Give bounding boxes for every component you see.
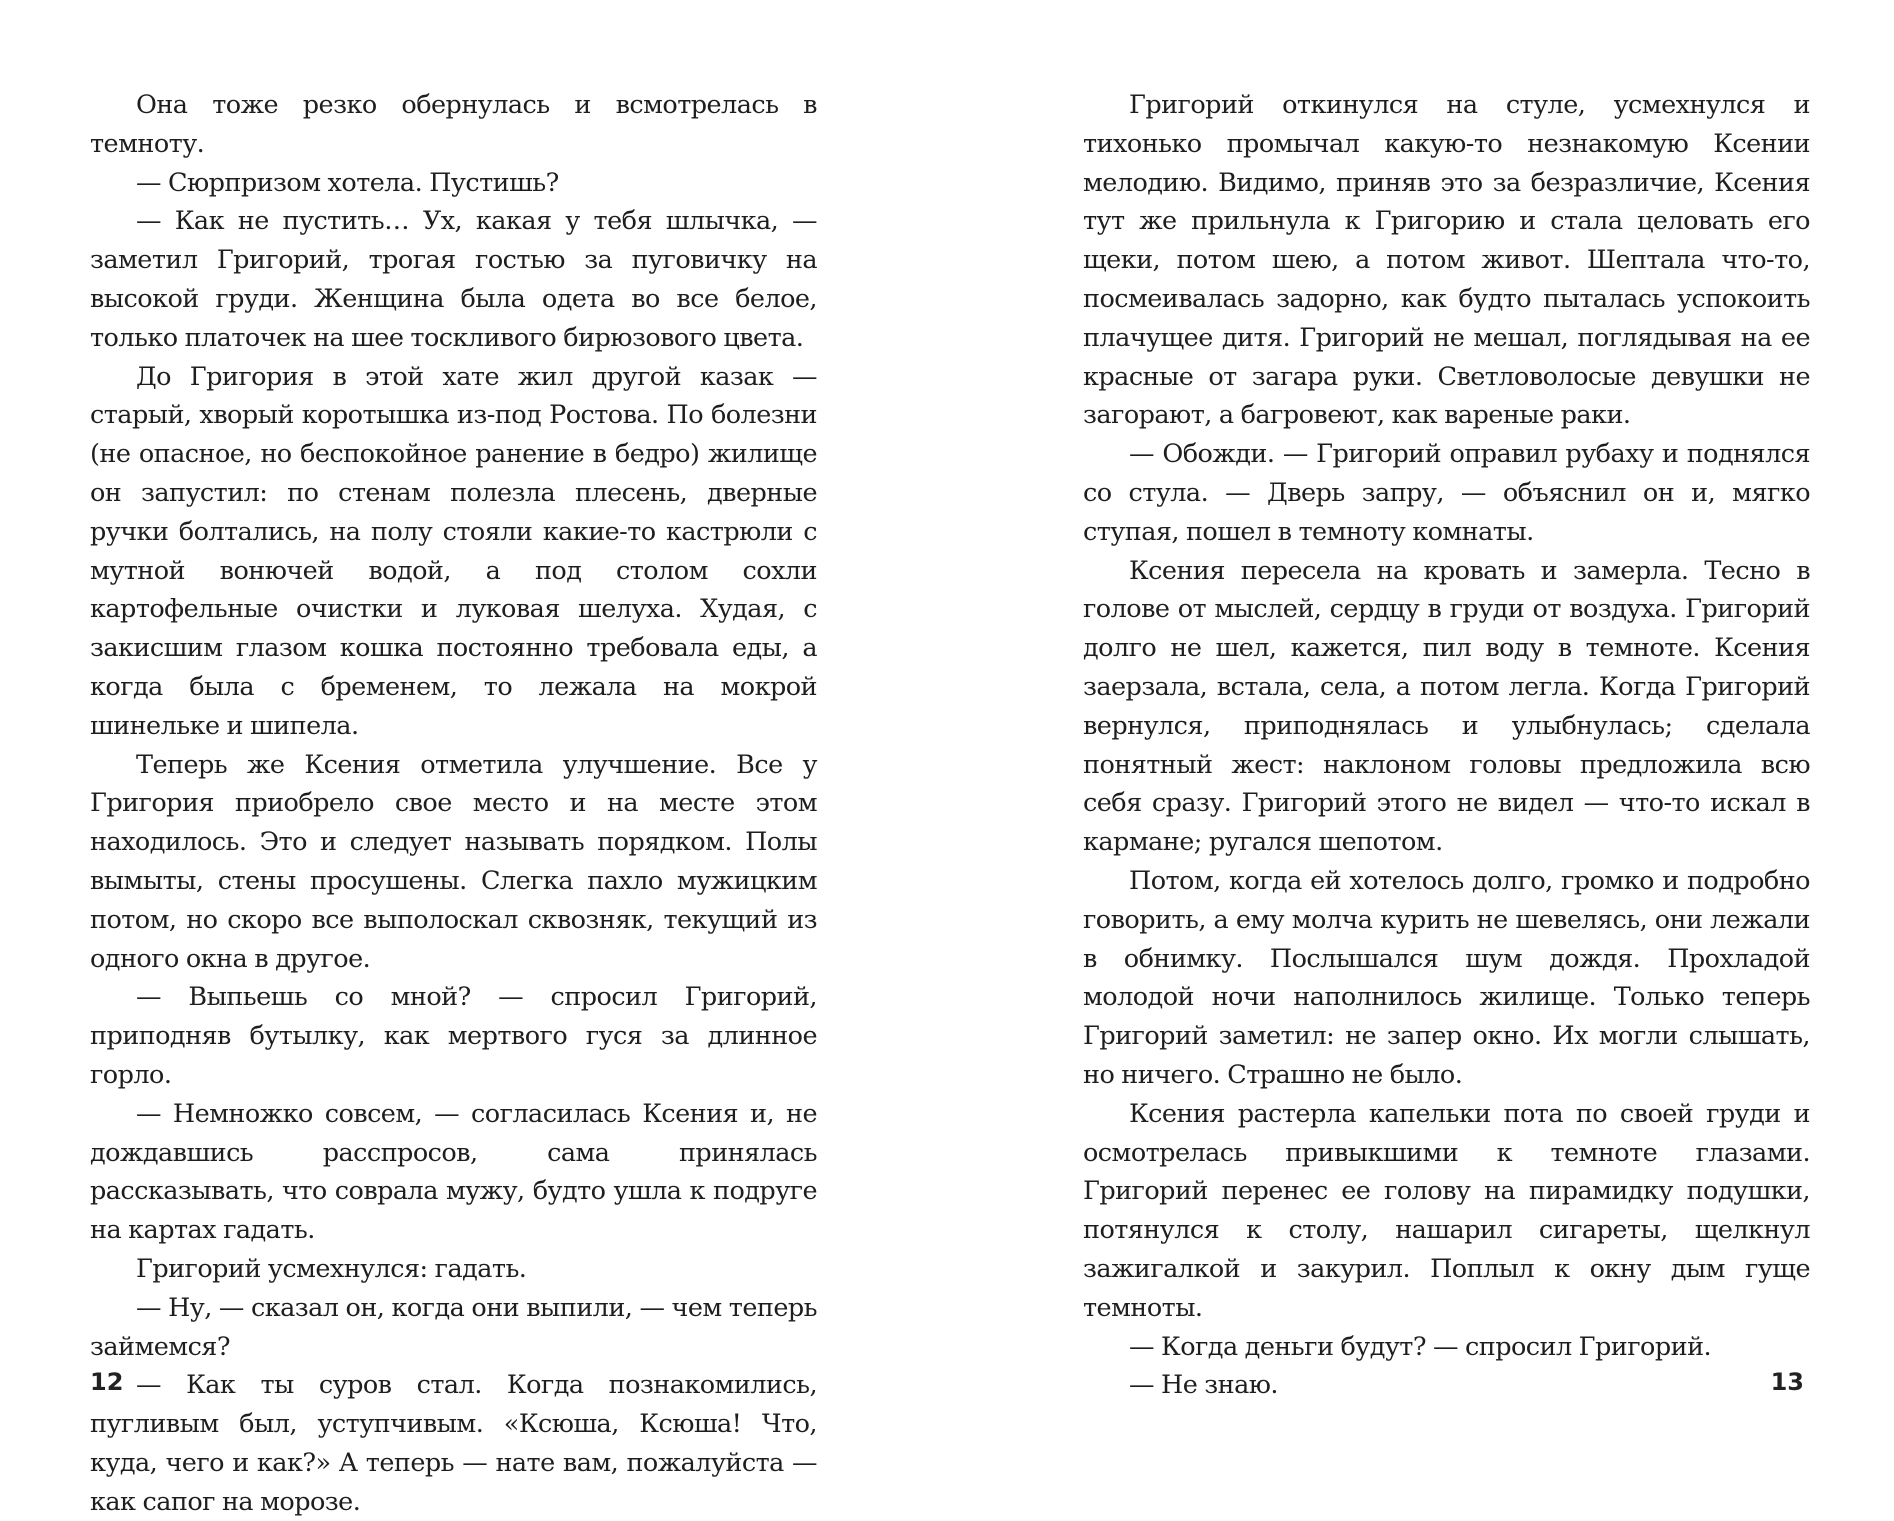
paragraph: Потом, когда ей хотелось долго, громко и подробно говорить, а ему молча курить не шевелясь, они лежали в обнимку. Послышался шум дождя. Прохладой молодой ночи наполнилось жилище. Только теперь Григорий заметил: не запер окно. Их могли слышать, но ничего. Страшно не было. (1083, 865, 1810, 1090)
paragraph: — Выпьешь со мной? — спросил Григорий, приподняв бутылку, как мертвого гуся за длинное горло. (90, 982, 817, 1090)
paragraph: До Григория в этой хате жил другой казак — старый, хворый коротышка из-под Ростова. По болезни (не опасное, но беспокойное ранение в бедро) жилище он запустил: по стенам полезла плесень, дверные ручки болтались, на полу стояли какие-то кастрюли с мутной вонючей водой, а под столом сохли картофельные очистки и луковая шелуха. Худая, с закисшим глазом кошка постоянно требовала еды, а когда была с бременем, то лежала на мокрой шинельке и шипела. (90, 361, 817, 741)
paragraph: — Сюрпризом хотела. Пустишь? (136, 167, 559, 198)
paragraph: Теперь же Ксения отметила улучшение. Все у Григория приобрело свое место и на месте этом находилось. Это и следует называть порядком. Полы вымыты, стены просушены. Слегка пахло мужицким потом, но скоро все выполоскал сквозняк, текущий из одного окна в другое. (90, 749, 817, 974)
paragraph: — Ну, — сказал он, когда они выпили, — чем теперь займемся? (90, 1292, 817, 1362)
paragraph: — Как ты суров стал. Когда познакомились, пугливым был, уступчивым. «Ксюша, Ксюша! Что, куда, чего и как?» А теперь — нате вам, пожалуйста — как сапог на морозе. (90, 1370, 817, 1517)
paragraph: — Обожди. — Григорий оправил рубаху и поднялся со стула. — Дверь запру, — объяснил он и, мягко ступая, пошел в темноту комнаты. (1083, 439, 1810, 547)
paragraph: — Немножко совсем, — согласилась Ксения и, не дождавшись расспросов, сама принялась рассказывать, что соврала мужу, будто ушла к подруге на картах гадать. (90, 1098, 817, 1246)
left-page-text (90, 86, 817, 1521)
paragraph: Ксения растерла капельки пота по своей груди и осмотрелась привыкшими к темноте глазами. Григорий перенес ее голову на пирамидку подушки, потянулся к столу, нашарил сигареты, щелкнул зажигалкой и закурил. Поплыл к окну дым гуще темноты. (1083, 1098, 1810, 1323)
right-page-text (1083, 86, 1810, 1405)
paragraph: Григорий откинулся на стуле, усмехнулся и тихонько промычал какую-то незнакомую Ксении мелодию. Видимо, приняв это за безразличие, Ксения тут же прильнула к Григорию и стала целовать его щеки, потом шею, а потом живот. Шептала что-то, посмеивалась задорно, как будто пыталась успокоить плачущее дитя. Григорий не мешал, поглядывая на ее красные от загара руки. Светловолосые девушки не загорают, а багровеют, как вареные раки. (1083, 90, 1810, 431)
right-page (947, 0, 1894, 1462)
paragraph: Она тоже резко обернулась и всмотрелась в темноту. (90, 90, 817, 159)
page-number: 13 (1770, 1368, 1804, 1396)
paragraph: — Не знаю. (1129, 1370, 1278, 1401)
page-number: 12 (90, 1368, 124, 1396)
paragraph: Ксения пересела на кровать и замерла. Тесно в голове от мыслей, сердцу в груди от воздуха. Григорий долго не шел, кажется, пил воду в темноте. Ксения заерзала, встала, села, а потом легла. Когда Григорий вернулся, приподнялась и улыбнулась; сделала понятный жест: наклоном головы предложила всю себя сразу. Григорий этого не видел — что-то искал в кармане; ругался шепотом. (1083, 555, 1810, 858)
paragraph: Григорий усмехнулся: гадать. (136, 1253, 527, 1284)
left-page (0, 0, 947, 1517)
paragraph: — Как не пустить… Ух, какая у тебя шлычка, — заметил Григорий, трогая гостью за пуговичку на высокой груди. Женщина была одета во все белое, только платочек на шее тоскливого бирюзового цвета. (90, 206, 817, 353)
paragraph: — Когда деньги будут? — спросил Григорий. (1129, 1331, 1712, 1362)
